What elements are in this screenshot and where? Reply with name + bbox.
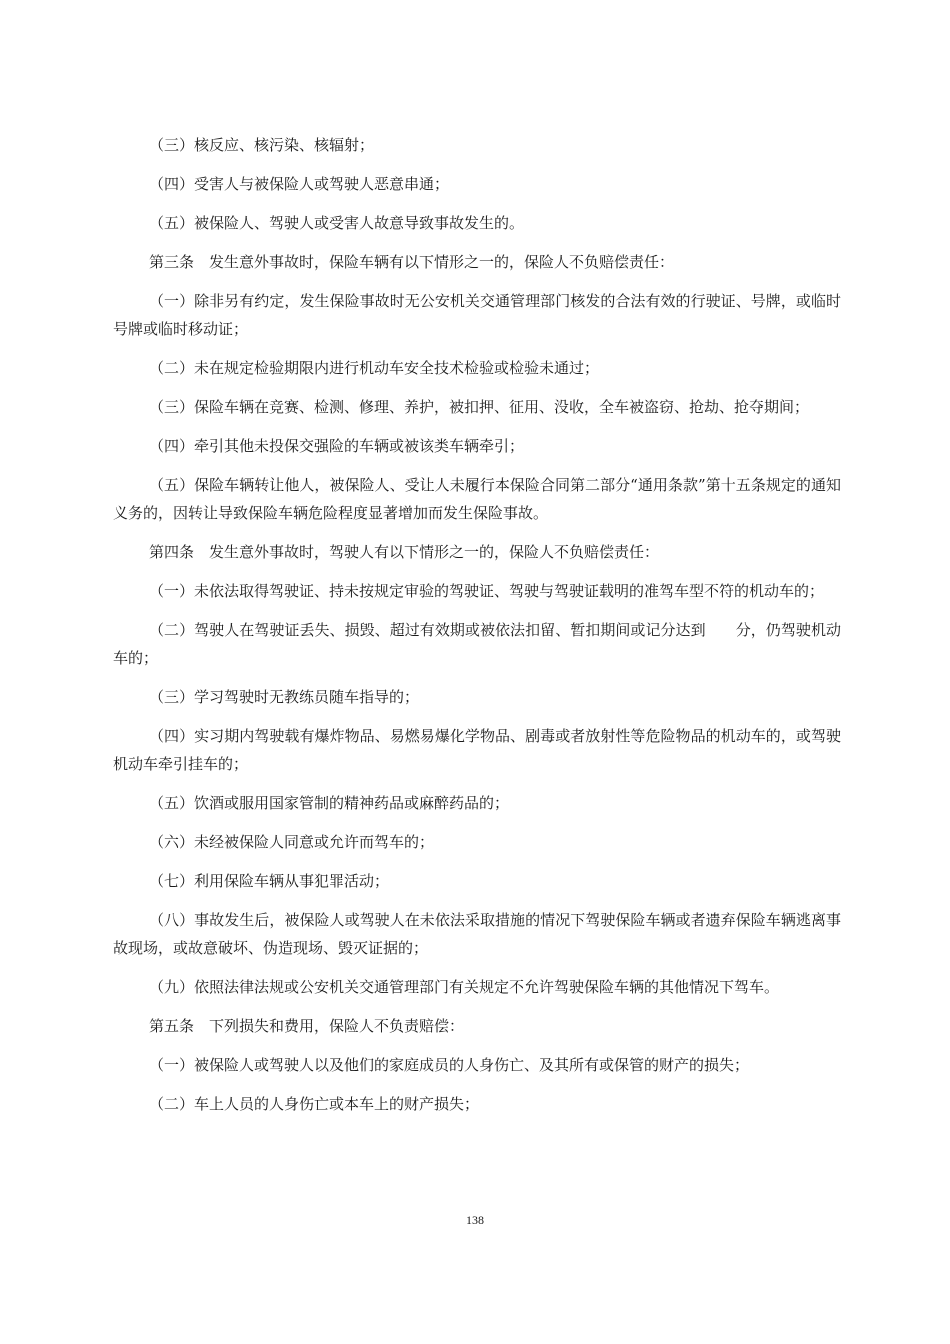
- clause-item: （三）学习驾驶时无教练员随车指导的；: [149, 688, 420, 706]
- clause-item: （五）饮酒或服用国家管制的精神药品或麻醉药品的；: [149, 794, 510, 812]
- article-heading: 第五条 下列损失和费用，保险人不负责赔偿：: [149, 1017, 465, 1035]
- clause-item: （二）车上人员的人身伤亡或本车上的财产损失；: [149, 1095, 480, 1113]
- clause-item: （八）事故发生后，被保险人或驾驶人在未依法采取措施的情况下驾驶保险车辆或者遗弃保险车辆逃离事故现场，或故意破坏、伪造现场、毁灭证据的；: [113, 911, 841, 957]
- clause-item: （五）被保险人、驾驶人或受害人故意导致事故发生的。: [149, 214, 525, 232]
- clause-item: （二）未在规定检验期限内进行机动车安全技术检验或检验未通过；: [149, 359, 600, 377]
- clause-item: （一）未依法取得驾驶证、持未按规定审验的驾驶证、驾驶与驾驶证载明的准驾车型不符的机动车的；: [149, 582, 825, 600]
- clause-item: （一）除非另有约定，发生保险事故时无公安机关交通管理部门核发的合法有效的行驶证、号牌，或临时号牌或临时移动证；: [113, 292, 841, 338]
- document-body: [113, 131, 841, 1129]
- clause-item: （六）未经被保险人同意或允许而驾车的；: [149, 833, 435, 851]
- article-heading: 第四条 发生意外事故时，驾驶人有以下情形之一的，保险人不负赔偿责任：: [149, 543, 660, 561]
- clause-item: （三）核反应、核污染、核辐射；: [149, 136, 375, 154]
- clause-item: （四）受害人与被保险人或驾驶人恶意串通；: [149, 175, 450, 193]
- clause-item: （四）实习期内驾驶载有爆炸物品、易燃易爆化学物品、剧毒或者放射性等危险物品的机动车的，或驾驶机动车牵引挂车的；: [113, 727, 841, 773]
- article-heading: 第三条 发生意外事故时，保险车辆有以下情形之一的，保险人不负赔偿责任：: [149, 253, 675, 271]
- clause-item: （五）保险车辆转让他人，被保险人、受让人未履行本保险合同第二部分“通用条款”第十五条规定的通知义务的，因转让导致保险车辆危险程度显著增加而发生保险事故。: [113, 476, 841, 522]
- clause-item: （二）驾驶人在驾驶证丢失、损毁、超过有效期或被依法扣留、暂扣期间或记分达到 分，仍驾驶机动车的；: [113, 621, 841, 667]
- clause-item: （三）保险车辆在竞赛、检测、修理、养护，被扣押、征用、没收，全车被盗窃、抢劫、抢夺期间；: [149, 398, 810, 416]
- clause-item: （九）依照法律法规或公安机关交通管理部门有关规定不允许驾驶保险车辆的其他情况下驾车。: [149, 978, 780, 996]
- page-number: 138: [466, 1213, 484, 1227]
- clause-item: （四）牵引其他未投保交强险的车辆或被该类车辆牵引；: [149, 437, 525, 455]
- clause-item: （一）被保险人或驾驶人以及他们的家庭成员的人身伤亡、及其所有或保管的财产的损失；: [149, 1056, 750, 1074]
- clause-item: （七）利用保险车辆从事犯罪活动；: [149, 872, 390, 890]
